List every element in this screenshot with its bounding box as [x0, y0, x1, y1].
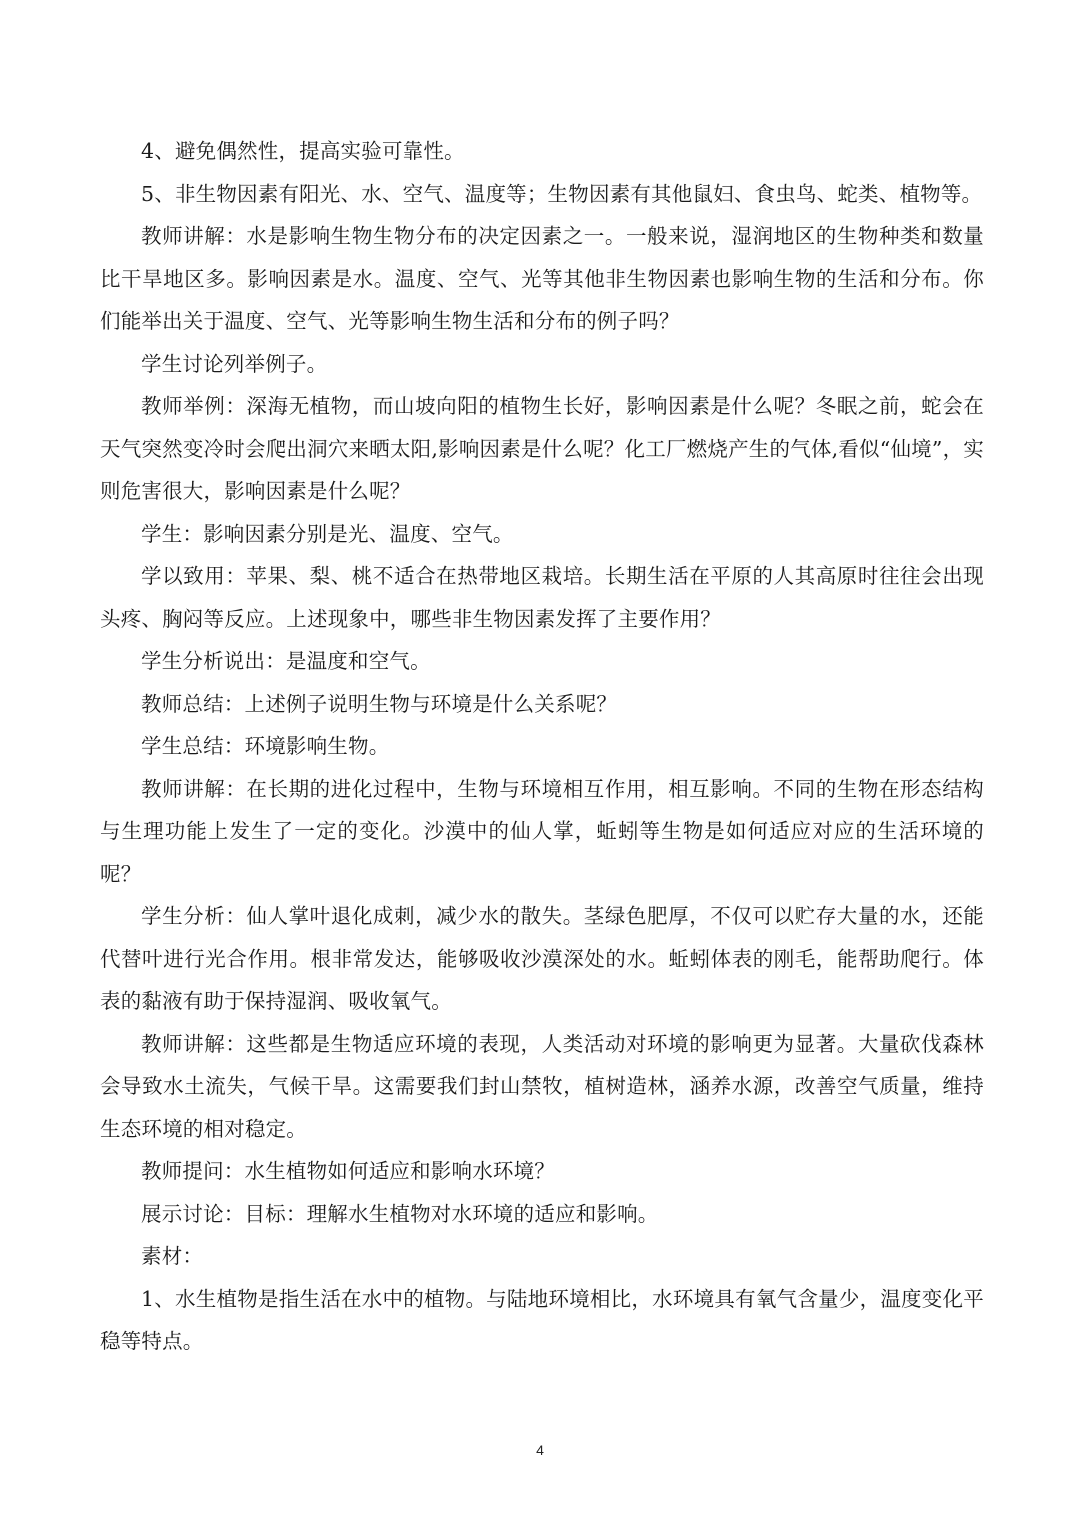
- paragraph-item-4: 4、避免偶然性，提高实验可靠性。: [141, 139, 465, 163]
- paragraph-student-answer-factors: 学生：影响因素分别是光、温度、空气。: [141, 521, 514, 546]
- paragraph-apply-knowledge: 学以致用：苹果、梨、桃不适合在热带地区栽培。长期生活在平原的人其高原时往往会出现头疼、胸闷等反应。上述现象中，哪些非生物因素发挥了主要作用？: [100, 564, 984, 631]
- paragraph-student-analysis-cactus: 学生分析：仙人掌叶退化成刺，减少水的散失。茎绿色肥厚，不仅可以贮存大量的水，还能代替叶进行光合作用。根非常发达，能够吸收沙漠深处的水。蚯蚓体表的刚毛，能帮助爬行。体表的黏液有助于保持湿润、吸收氧气。: [100, 904, 984, 1013]
- document-body: [100, 130, 984, 1363]
- paragraph-student-analysis-answer: 学生分析说出：是温度和空气。: [141, 649, 431, 673]
- page-number: 4: [536, 1442, 544, 1458]
- paragraph-teacher-summary: 教师总结：上述例子说明生物与环境是什么关系呢？: [141, 691, 618, 716]
- paragraph-item-5: 5、非生物因素有阳光、水、空气、温度等；生物因素有其他鼠妇、食虫鸟、蛇类、植物等。: [141, 181, 983, 206]
- paragraph-teacher-explanation-water: 教师讲解：水是影响生物生物分布的决定因素之一。一般来说，湿润地区的生物种类和数量比干旱地区多。影响因素是水。温度、空气、光等其他非生物因素也影响生物的生活和分布。你们能举出关于温度、空气、光等影响生物生活和分布的例子吗？: [100, 224, 984, 333]
- paragraph-teacher-explanation-adaptation: 教师讲解：在长期的进化过程中，生物与环境相互作用，相互影响。不同的生物在形态结构与生理功能上发生了一定的变化。沙漠中的仙人掌，蚯蚓等生物是如何适应对应的生活环境的呢？: [100, 776, 984, 886]
- paragraph-materials-heading: 素材：: [141, 1244, 204, 1268]
- paragraph-student-summary: 学生总结：环境影响生物。: [141, 734, 390, 758]
- paragraph-student-discussion: 学生讨论列举例子。: [141, 351, 328, 376]
- paragraph-material-1: 1、水生植物是指生活在水中的植物。与陆地环境相比，水环境具有氧气含量少，温度变化平稳等特点。: [100, 1286, 984, 1353]
- paragraph-display-discussion: 展示讨论：目标：理解水生植物对水环境的适应和影响。: [141, 1201, 659, 1226]
- paragraph-teacher-explanation-human: 教师讲解：这些都是生物适应环境的表现，人类活动对环境的影响更为显著。大量砍伐森林会导致水土流失，气候干旱。这需要我们封山禁牧，植树造林，涵养水源，改善空气质量，维持生态环境的相对稳定。: [100, 1031, 984, 1141]
- paragraph-teacher-question: 教师提问：水生植物如何适应和影响水环境？: [141, 1159, 555, 1183]
- paragraph-teacher-examples: 教师举例：深海无植物，而山坡向阳的植物生长好，影响因素是什么呢？冬眠之前，蛇会在天气突然变冷时会爬出洞穴来晒太阳,影响因素是什么呢？化工厂燃烧产生的气体,看似“仙境”，实则危害很大，影响因素是什么呢？: [100, 394, 984, 503]
